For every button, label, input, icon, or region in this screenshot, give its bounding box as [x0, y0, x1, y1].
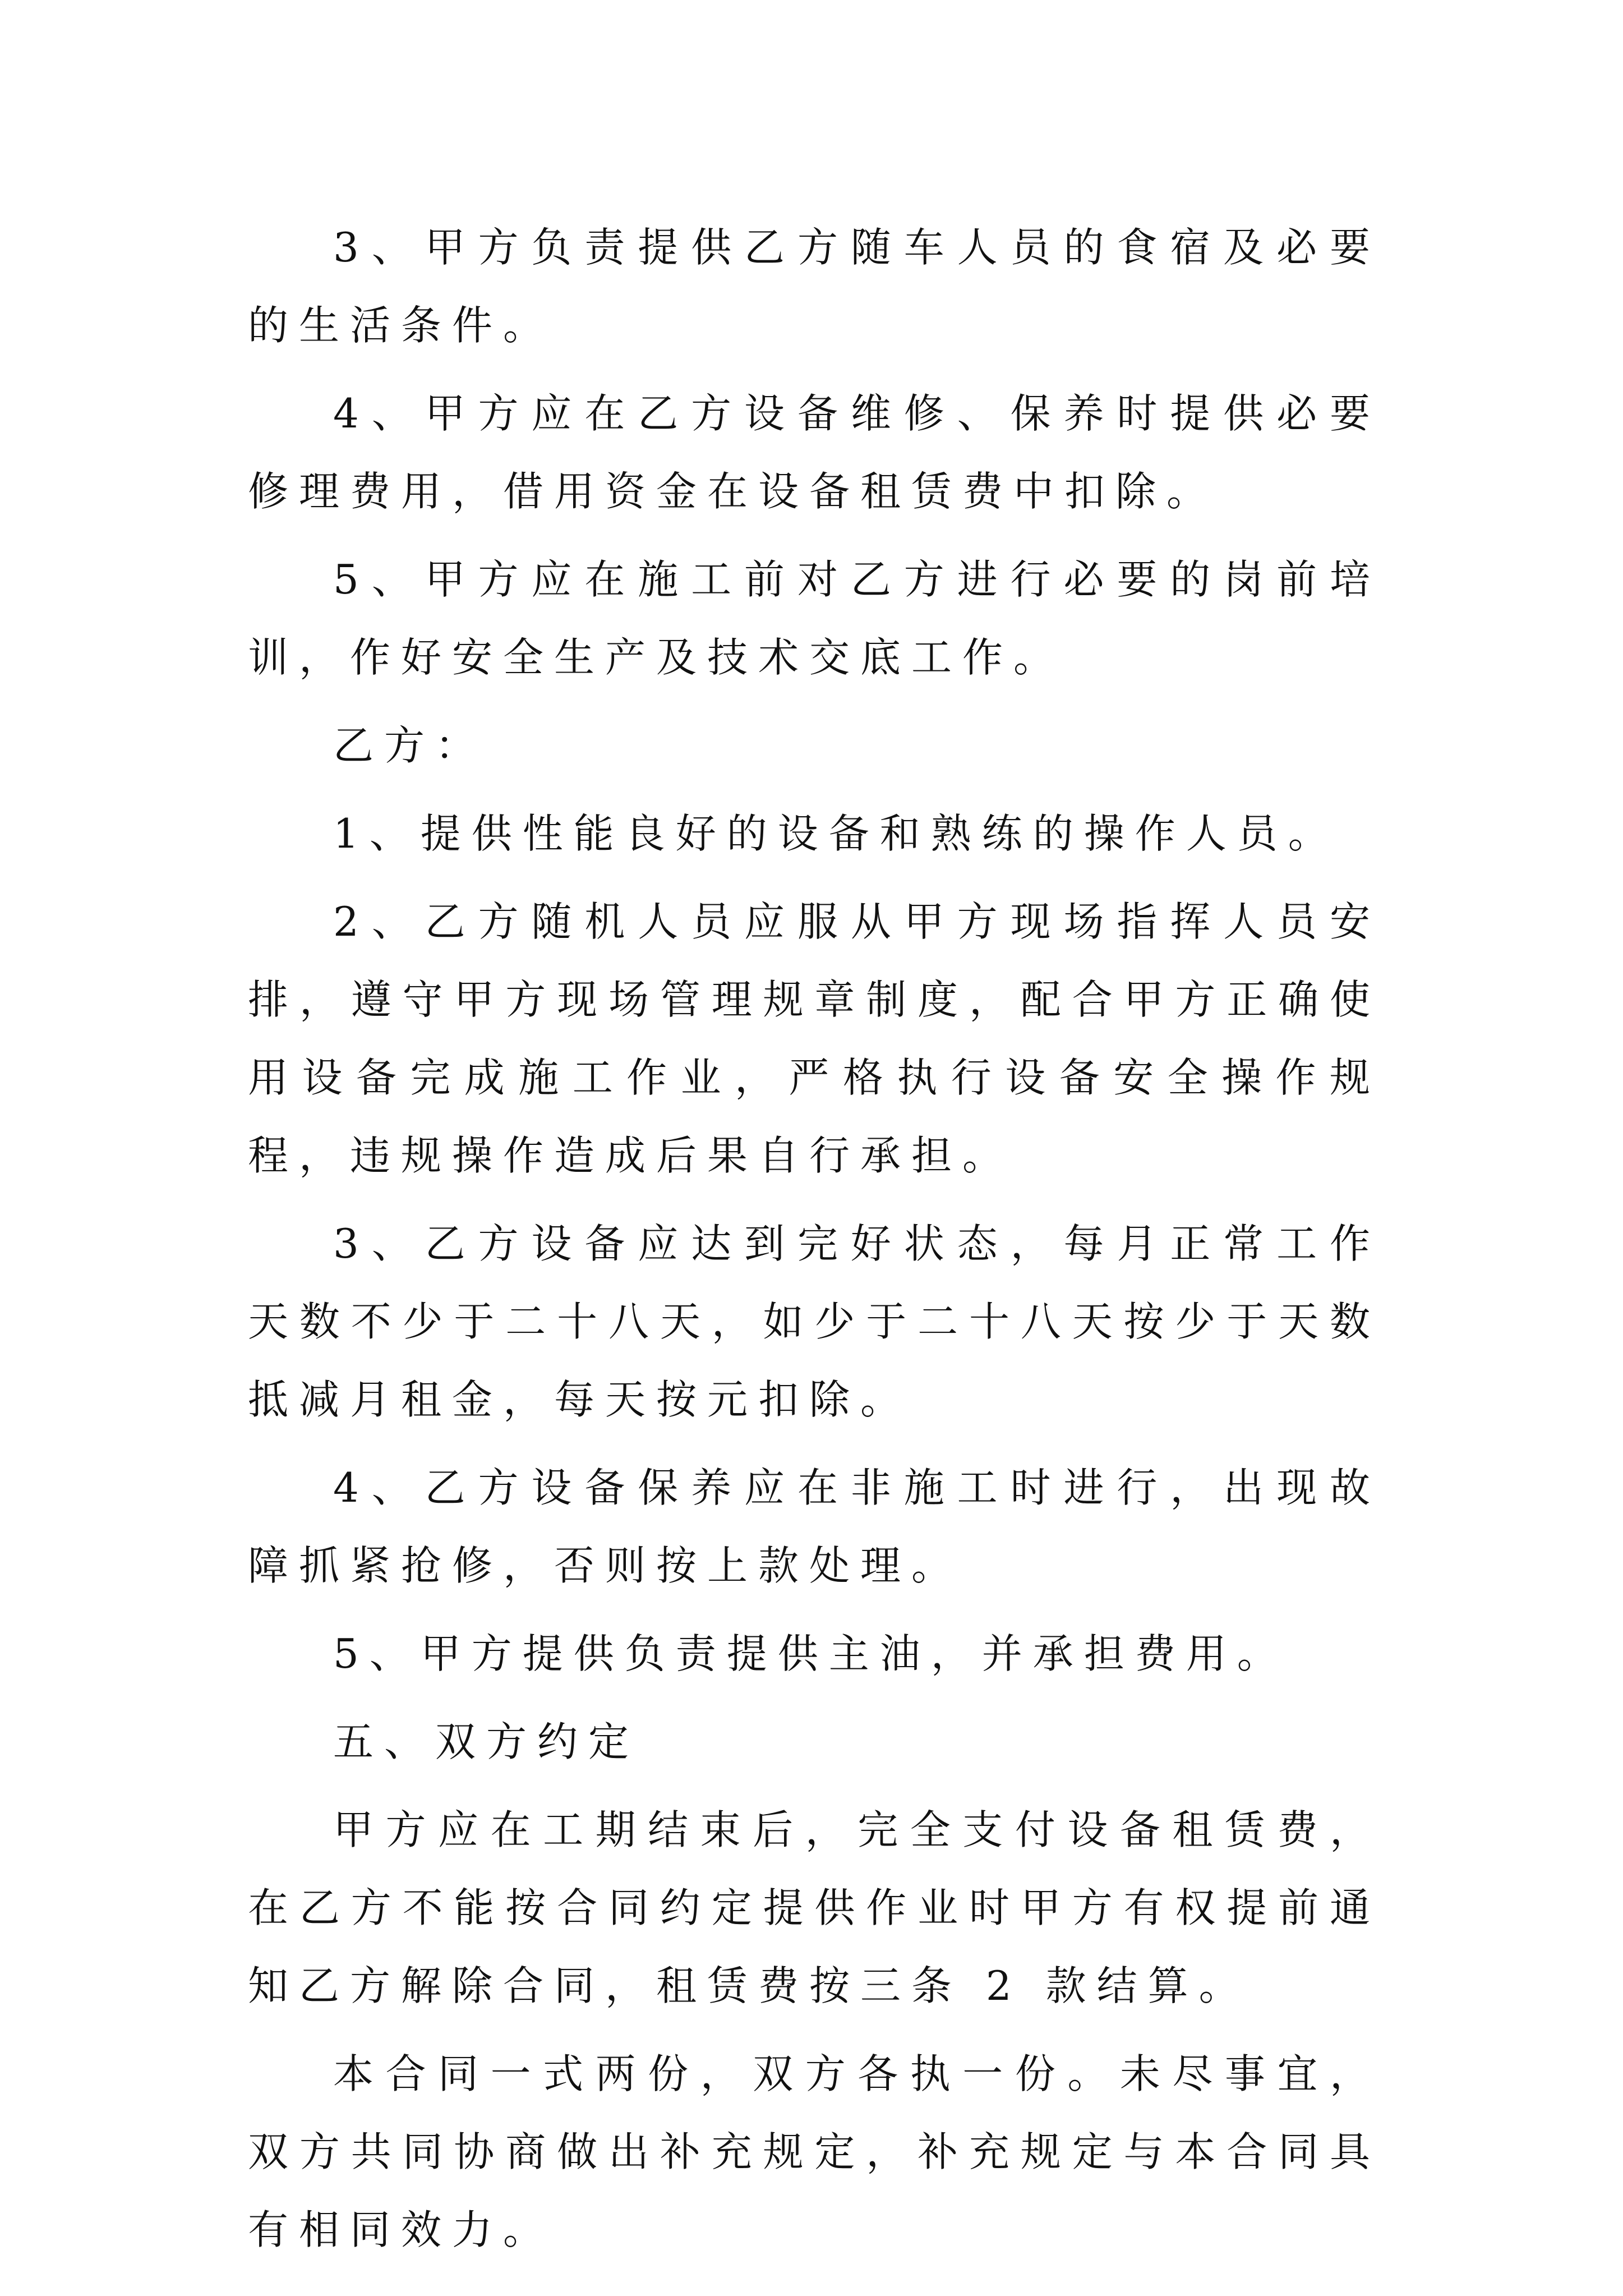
paragraph-party-b-item-2: 2、乙方随机人员应服从甲方现场指挥人员安排，遵守甲方现场管理规章制度，配合甲方正确使用设备完成施工作业，严格执行设备安全操作规程，违规操作造成后果自行承担。 [248, 898, 1381, 1179]
document-body [248, 209, 1381, 2269]
paragraph-party-b-item-1: 1、提供性能良好的设备和熟练的操作人员。 [333, 810, 1339, 857]
paragraph-party-b-item-4: 4、乙方设备保养应在非施工时进行，出现故障抓紧抢修，否则按上款处理。 [248, 1464, 1381, 1589]
paragraph-mutual-agreement: 甲方应在工期结束后，完全支付设备租赁费，在乙方不能按合同约定提供作业时甲方有权提前通知乙方解除合同，租赁费按三条 2 款结算。 [248, 1806, 1381, 2009]
paragraph-party-b-item-3: 3、乙方设备应达到完好状态，每月正常工作天数不少于二十八天，如少于二十八天按少于天数抵减月租金，每天按元扣除。 [248, 1220, 1381, 1423]
paragraph-party-a-item-4: 4、甲方应在乙方设备维修、保养时提供必要修理费用，借用资金在设备租赁费中扣除。 [248, 390, 1381, 515]
paragraph-party-a-item-5: 5、甲方应在施工前对乙方进行必要的岗前培训，作好安全生产及技术交底工作。 [248, 556, 1381, 681]
section-heading-party-b: 乙方： [333, 722, 487, 769]
section-heading-mutual-agreement: 五、双方约定 [333, 1718, 640, 1765]
paragraph-party-b-item-5: 5、甲方提供负责提供主油，并承担费用。 [333, 1630, 1288, 1677]
paragraph-party-a-item-3: 3、甲方负责提供乙方随车人员的食宿及必要的生活条件。 [248, 224, 1381, 349]
paragraph-copies-clause: 本合同一式两份，双方各执一份。未尽事宜，双方共同协商做出补充规定，补充规定与本合同具有相同效力。 [248, 2050, 1381, 2253]
